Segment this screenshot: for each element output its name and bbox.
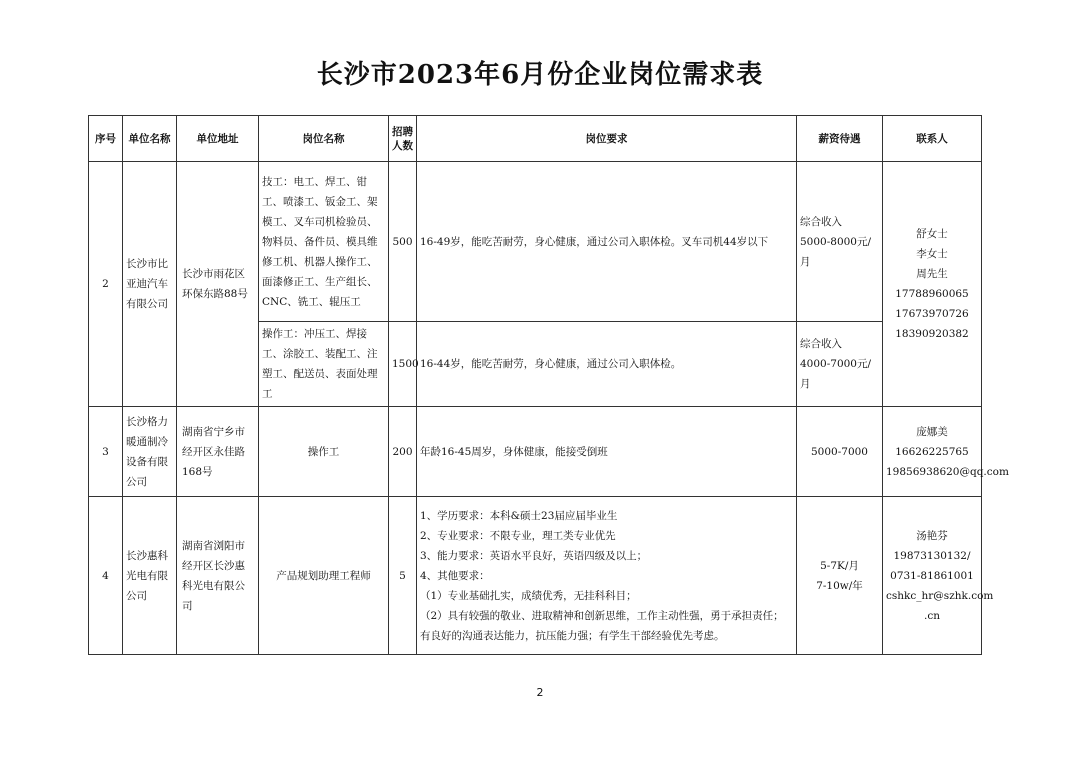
table-header-row: [89, 116, 982, 162]
contact-line: 19856938620@qq.com: [886, 465, 1009, 478]
cell-requirements: [417, 497, 797, 655]
contact-line: 18390920382: [895, 328, 969, 340]
contact-line: 汤艳芬: [916, 529, 948, 542]
cell-position: 技工：电工、焊工、钳工、喷漆工、钣金工、架模工、叉车司机检验员、物料员、备件员、模具维修工机、机器人操作工、面漆修正工、生产组长、CNC、铣工、辊压工: [259, 162, 389, 322]
table-row: [89, 407, 982, 497]
cell-headcount: 200: [389, 407, 417, 497]
contact-line: 周先生: [916, 268, 948, 280]
contact-line: 17788960065: [895, 288, 969, 300]
cell-position: 操作工：冲压工、焊接工、涂胶工、装配工、注塑工、配送员、表面处理工: [259, 322, 389, 407]
cell-company: 长沙格力暖通制冷设备有限公司: [123, 407, 177, 497]
salary-line: 5000-8000元/月: [800, 235, 872, 268]
requirement-line: （1）专业基础扎实，成绩优秀，无挂科科目；: [420, 589, 637, 602]
cell-salary: 5000-7000: [797, 407, 883, 497]
page-title: 长沙市2023年6月份企业岗位需求表: [316, 60, 764, 90]
header-headcount: 招聘人数: [389, 116, 417, 162]
contact-line: 0731-81861001: [890, 569, 974, 582]
salary-line: 综合收入: [800, 338, 842, 350]
salary-line: 7-10w/年: [816, 579, 863, 592]
requirement-line: （2）具有较强的敬业、进取精神和创新思维，工作主动性强，勇于承担责任；有良好的沟通表达能力，抗压能力强；有学生干部经验优先考虑。: [420, 609, 784, 642]
contact-line: .cn: [924, 609, 940, 622]
job-demand-table: [88, 115, 1009, 655]
header-requirements: 岗位要求: [417, 116, 797, 162]
header-salary: 薪资待遇: [797, 116, 883, 162]
contact-line: 庞娜美: [916, 425, 948, 438]
cell-seq: 2: [89, 162, 123, 407]
header-seq: 序号: [89, 116, 123, 162]
cell-position: 操作工: [259, 407, 389, 497]
salary-line: 5-7K/月: [820, 559, 859, 572]
cell-address: 长沙市雨花区环保东路88号: [177, 162, 259, 407]
contact-line: 李女士: [916, 248, 948, 260]
cell-seq: 4: [89, 497, 123, 655]
header-position: 岗位名称: [259, 116, 389, 162]
contact-line: 17673970726: [895, 308, 969, 320]
requirement-line: 2、专业要求：不限专业，理工类专业优先: [420, 529, 616, 542]
cell-requirements: 16-44岁，能吃苦耐劳，身心健康，通过公司入职体检。: [417, 322, 797, 407]
cell-headcount: 1500: [389, 322, 417, 407]
cell-contact: [883, 407, 1009, 497]
cell-position: 产品规划助理工程师: [259, 497, 389, 655]
cell-address: 湖南省宁乡市经开区永佳路168号: [177, 407, 259, 497]
table-row: [89, 497, 982, 655]
cell-salary: [797, 162, 883, 322]
page-number: 2: [536, 686, 544, 699]
requirement-line: 3、能力要求：英语水平良好，英语四级及以上；: [420, 549, 648, 562]
cell-seq: 3: [89, 407, 123, 497]
header-contact: 联系人: [883, 116, 982, 162]
cell-requirements: 年龄16-45周岁，身体健康，能接受倒班: [417, 407, 797, 497]
contact-line: 16626225765: [895, 445, 969, 458]
cell-salary: [797, 497, 883, 655]
header-address: 单位地址: [177, 116, 259, 162]
cell-contact: [883, 162, 982, 407]
contact-line: 19873130132/: [893, 549, 971, 562]
cell-contact: [883, 497, 994, 655]
cell-requirements: 16-49岁，能吃苦耐劳，身心健康，通过公司入职体检。叉车司机44岁以下: [417, 162, 797, 322]
cell-address: 湖南省浏阳市经开区长沙惠科光电有限公司: [177, 497, 259, 655]
cell-company: 长沙市比亚迪汽车有限公司: [123, 162, 177, 407]
cell-headcount: 500: [389, 162, 417, 322]
table-row: [89, 162, 982, 322]
cell-company: 长沙惠科光电有限公司: [123, 497, 177, 655]
contact-line: cshkc_hr@szhk.com: [886, 589, 994, 602]
contact-line: 舒女士: [916, 228, 948, 240]
salary-line: 综合收入: [800, 215, 842, 228]
header-company: 单位名称: [123, 116, 177, 162]
cell-salary: [797, 322, 883, 407]
requirement-line: 1、学历要求：本科&硕士23届应届毕业生: [420, 509, 618, 522]
salary-line: 4000-7000元/月: [800, 358, 872, 390]
requirement-line: 4、其他要求：: [420, 569, 490, 582]
cell-headcount: 5: [389, 497, 417, 655]
